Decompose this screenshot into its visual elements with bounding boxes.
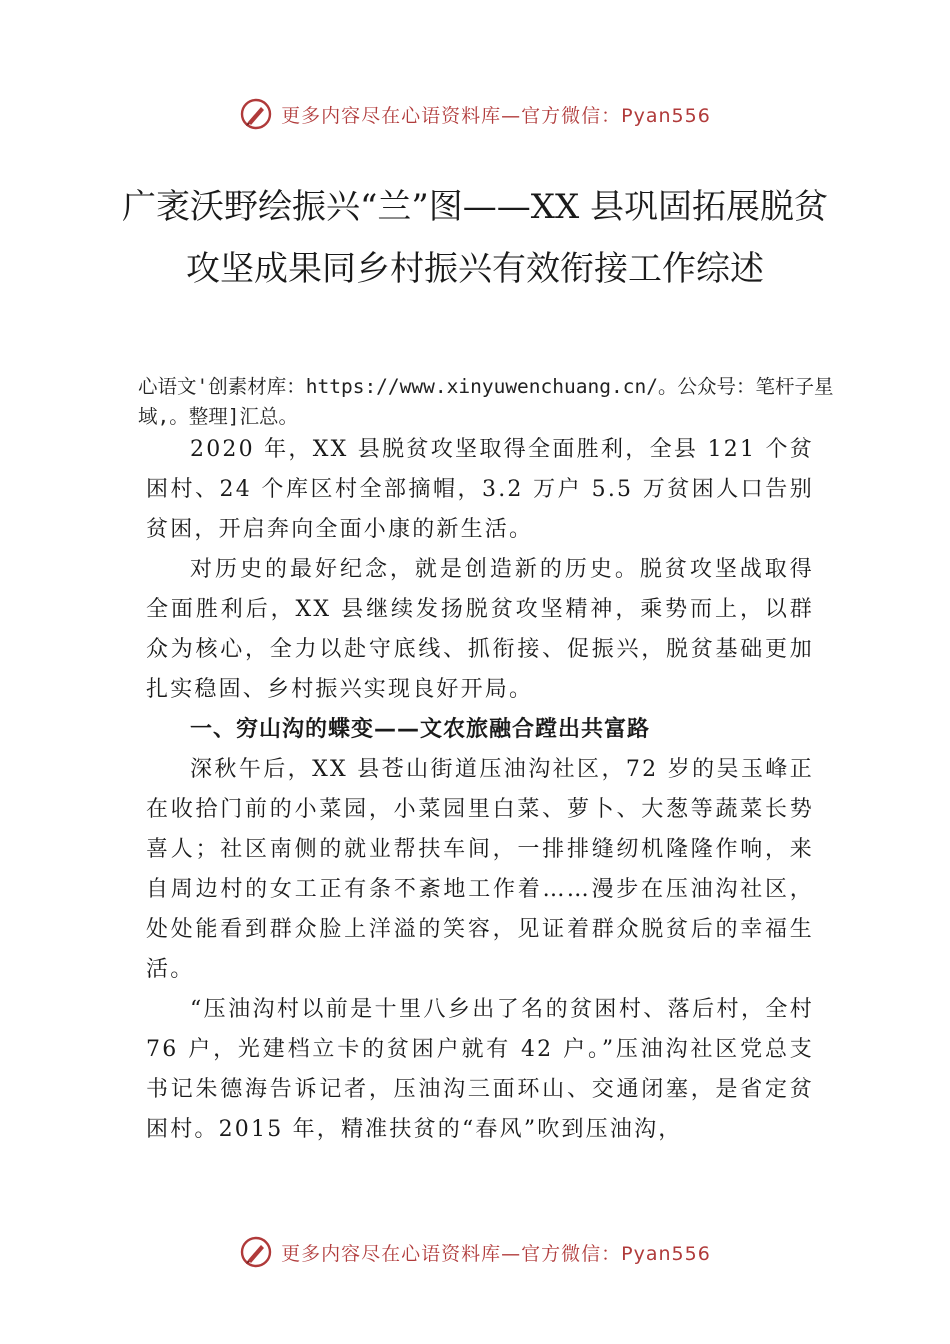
header-banner [0,94,950,134]
document-title: 广袤沃野绘振兴“兰”图——XX 县巩固拓展脱贫攻坚成果同乡村振兴有效衔接工作综述 [122,187,828,289]
document-body [146,430,814,1150]
header-banner-text: 更多内容尽在心语资料库—官方微信：Pyan556 [281,104,711,127]
paragraph: “压油沟村以前是十里八乡出了名的贫困村、落后村，全村 76 户，光建档立卡的贫困户就有 42 户。”压油沟社区党总支书记朱德海告诉记者，压油沟三面环山、交通闭塞，是省定贫困村。2015 年，精准扶贫的“春风”吹到压油沟， [146,997,814,1142]
paragraph: 对历史的最好纪念，就是创造新的历史。脱贫攻坚战取得全面胜利后，XX 县继续发扬脱贫攻坚精神，乘势而上，以群众为核心，全力以赴守底线、抓衔接、促振兴，脱贫基础更加扎实稳固、乡村振兴实现良好开局。 [146,557,814,702]
section-heading: 一、穷山沟的蝶变——文农旅融合蹚出共富路 [190,717,651,742]
pen-logo-icon [239,1235,273,1269]
paragraph: 深秋午后，XX 县苍山街道压油沟社区，72 岁的吴玉峰正在收拾门前的小菜园，小菜园里白菜、萝卜、大葱等蔬菜长势喜人；社区南侧的就业帮扶车间，一排排缝纫机隆隆作响，来自周边村的女工正有条不紊地工作着……漫步在压油沟社区，处处能看到群众脸上洋溢的笑容，见证着群众脱贫后的幸福生活。 [146,757,815,982]
pen-logo-icon [239,97,273,131]
paragraph: 2020 年，XX 县脱贫攻坚取得全面胜利，全县 121 个贫困村、24 个库区村全部摘帽，3.2 万户 5.5 万贫困人口告别贫困，开启奔向全面小康的新生活。 [146,437,814,542]
footer-banner-text: 更多内容尽在心语资料库—官方微信：Pyan556 [281,1242,711,1265]
footer-banner [0,1232,950,1272]
source-line: 心语文'创素材库：https://www.xinyuwenchuang.cn/。公众号：笔杆子星域,。整理]汇总。 [138,375,834,428]
